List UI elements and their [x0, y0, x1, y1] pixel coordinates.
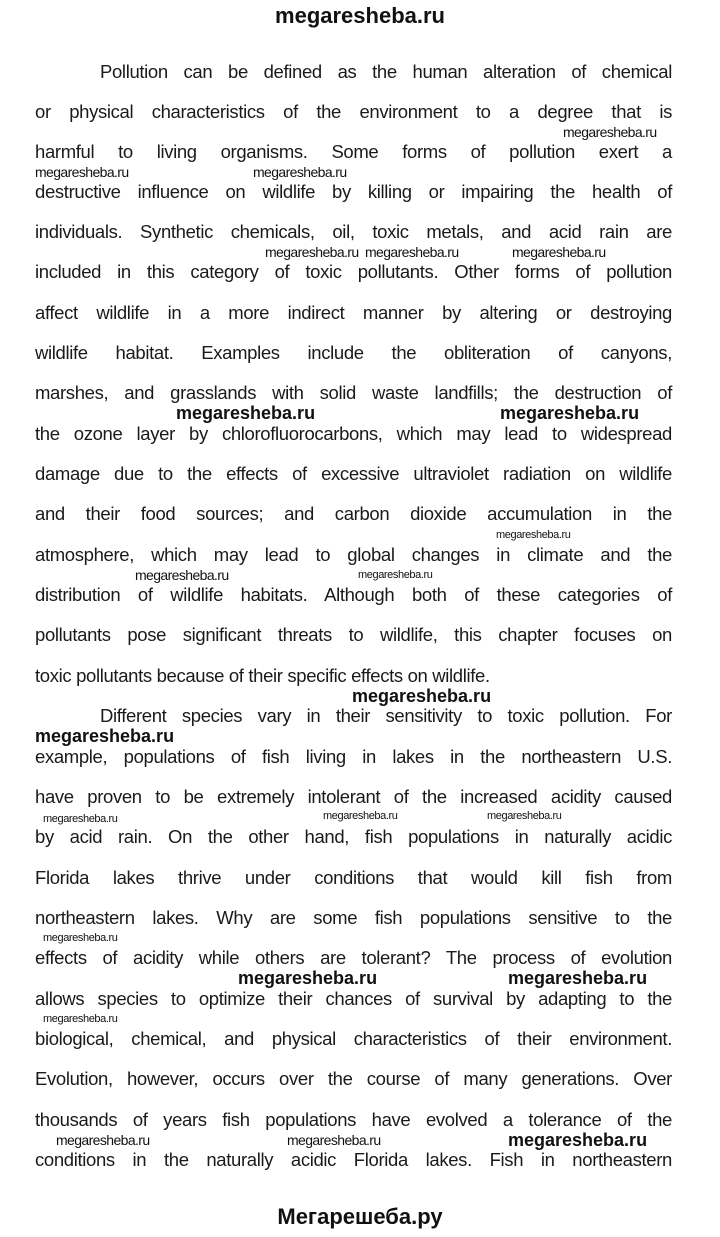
- watermark: megaresheba.ru: [352, 686, 492, 706]
- text-line: individuals. Synthetic chemicals, oil, toxic metals, and acid rain are: [35, 221, 672, 242]
- watermark: megaresheba.ru: [176, 403, 316, 423]
- text-line: and their food sources; and carbon dioxide accumulation in the: [35, 503, 672, 524]
- text-line: the ozone layer by chlorofluorocarbons, which may lead to widespread: [35, 423, 672, 444]
- watermark: megaresheba.ru: [365, 244, 459, 260]
- watermark: megaresheba.ru: [56, 1132, 150, 1148]
- text-line: effects of acidity while others are tolerant? The process of evolution: [35, 947, 672, 968]
- text-line: atmosphere, which may lead to global changes in climate and the: [35, 544, 672, 565]
- watermark: megaresheba.ru: [508, 968, 648, 988]
- watermark: megaresheba.ru: [35, 164, 129, 180]
- watermark: megaresheba.ru: [43, 1013, 118, 1025]
- text-line: pollutants pose significant threats to wildlife, this chapter focuses on: [35, 624, 672, 645]
- watermark: megaresheba.ru: [265, 244, 359, 260]
- text-line: Pollution can be defined as the human alteration of chemical: [100, 61, 672, 82]
- watermark: megaresheba.ru: [35, 726, 175, 746]
- text-line: included in this category of toxic pollutants. Other forms of pollution: [35, 261, 672, 282]
- watermark: megaresheba.ru: [508, 1130, 648, 1150]
- watermark: megaresheba.ru: [253, 164, 347, 180]
- text-line: biological, chemical, and physical characteristics of their environment.: [35, 1028, 672, 1049]
- text-line: by acid rain. On the other hand, fish populations in naturally acidic: [35, 826, 672, 847]
- watermark: megaresheba.ru: [487, 810, 562, 822]
- watermark: megaresheba.ru: [563, 124, 657, 140]
- text-line: have proven to be extremely intolerant of the increased acidity caused: [35, 786, 672, 807]
- text-line: damage due to the effects of excessive ultraviolet radiation on wildlife: [35, 463, 672, 484]
- text-line: Evolution, however, occurs over the course of many generations. Over: [35, 1068, 672, 1089]
- site-footer: Мегарешеба.ру: [277, 1204, 443, 1229]
- text-line: Different species vary in their sensitivity to toxic pollution. For: [100, 705, 672, 726]
- text-line: example, populations of fish living in lakes in the northeastern U.S.: [35, 746, 672, 767]
- watermark: megaresheba.ru: [43, 932, 118, 944]
- watermark: megaresheba.ru: [43, 813, 118, 825]
- text-line: distribution of wildlife habitats. Although both of these categories of: [35, 584, 672, 605]
- watermark: megaresheba.ru: [512, 244, 606, 260]
- watermark: megaresheba.ru: [500, 403, 640, 423]
- text-line: allows species to optimize their chances of survival by adapting to the: [35, 988, 672, 1009]
- site-header: megaresheba.ru: [275, 3, 445, 28]
- watermark: megaresheba.ru: [358, 569, 433, 581]
- text-line: conditions in the naturally acidic Florida lakes. Fish in northeastern: [35, 1149, 672, 1170]
- watermark: megaresheba.ru: [323, 810, 398, 822]
- text-line: affect wildlife in a more indirect manner by altering or destroying: [35, 302, 672, 323]
- text-line: northeastern lakes. Why are some fish populations sensitive to the: [35, 907, 672, 928]
- text-line: thousands of years fish populations have evolved a tolerance of the: [35, 1109, 672, 1130]
- watermark: megaresheba.ru: [287, 1132, 381, 1148]
- text-line: destructive influence on wildlife by killing or impairing the health of: [35, 181, 672, 202]
- text-line: Florida lakes thrive under conditions that would kill fish from: [35, 867, 672, 888]
- text-line: harmful to living organisms. Some forms of pollution exert a: [35, 141, 672, 162]
- text-line: wildlife habitat. Examples include the obliteration of canyons,: [35, 342, 672, 363]
- watermark: megaresheba.ru: [238, 968, 378, 988]
- text-line: marshes, and grasslands with solid waste landfills; the destruction of: [35, 382, 672, 403]
- text-line: toxic pollutants because of their specific effects on wildlife.: [35, 665, 490, 686]
- watermark: megaresheba.ru: [135, 567, 229, 583]
- watermark: megaresheba.ru: [496, 529, 571, 541]
- text-line: or physical characteristics of the environment to a degree that is: [35, 101, 672, 122]
